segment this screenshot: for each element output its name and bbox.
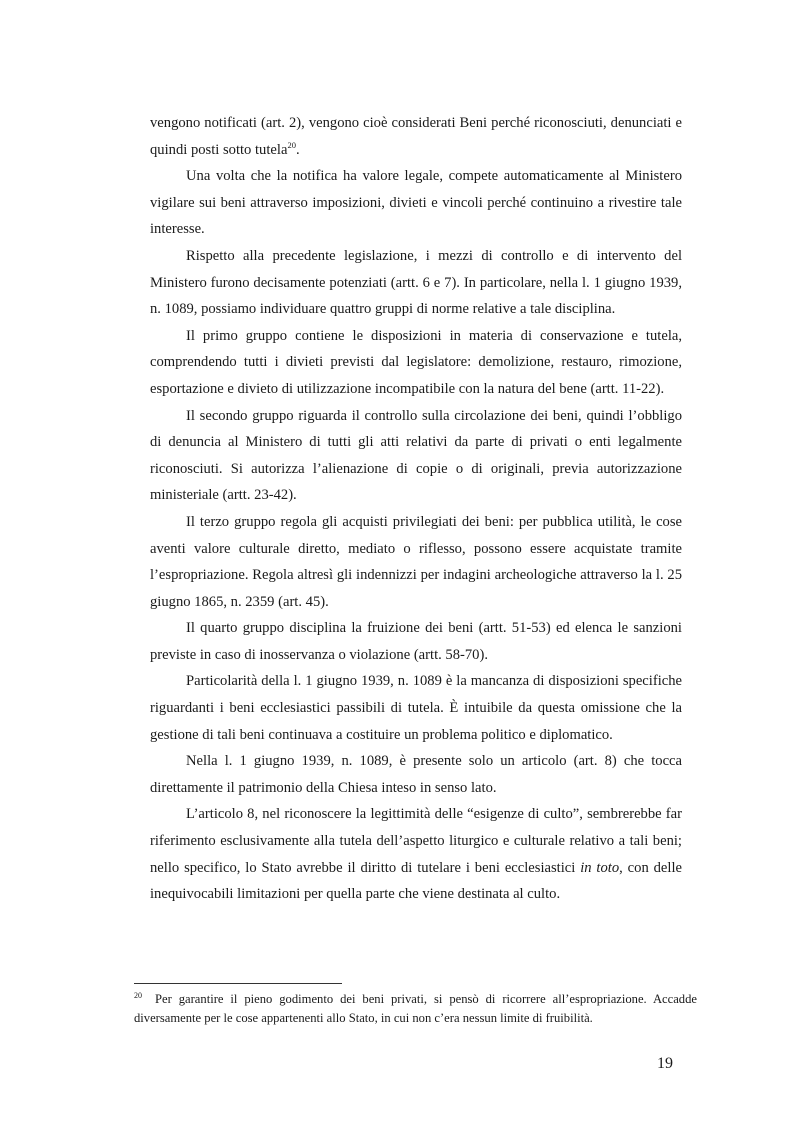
footnote-reference[interactable]: 20 (287, 139, 296, 150)
footnote-text: Per garantire il pieno godimento dei beni privati, si pensò di ricorrere all’espropriazione. Accadde diversamente per le cose appartenenti allo Stato, in cui non c’era nessun limite di fruibilità. (134, 992, 697, 1025)
italic-phrase: in toto (580, 859, 620, 876)
paragraph: Particolarità della l. 1 giugno 1939, n. 1089 è la mancanza di disposizioni specifiche riguardanti i beni ecclesiastici passibili di tutela. È intuibile da questa omissione che la gestione di tali beni continuava a costituire un problema politico e diplomatico. (150, 673, 682, 743)
paragraph: Nella l. 1 giugno 1939, n. 1089, è presente solo un articolo (art. 8) che tocca direttamente il patrimonio della Chiesa inteso in senso lato. (150, 753, 682, 796)
footnote-separator (134, 983, 342, 984)
paragraph (150, 801, 682, 907)
paragraph: Il terzo gruppo regola gli acquisti privilegiati dei beni: per pubblica utilità, le cose aventi valore culturale diretto, mediato o riflesso, possono essere acquistate tramite l’espropriazione. Regola altresì gli indennizzi per indagini archeologiche attraverso la l. 25 giugno 1865, n. 2359 (art. 45). (150, 513, 682, 610)
paragraph-text: . (295, 141, 300, 158)
footnote (134, 990, 697, 1028)
paragraph (150, 110, 682, 163)
page-number: 19 (657, 1055, 673, 1072)
body-text (150, 110, 682, 908)
paragraph: Rispetto alla precedente legislazione, i mezzi di controllo e di intervento del Ministero furono decisamente potenziati (artt. 6 e 7). In particolare, nella l. 1 giugno 1939, n. 1089, possiamo individuare quattro gruppi di norme relative a tale disciplina. (150, 247, 682, 318)
paragraph: Il primo gruppo contiene le disposizioni in materia di conservazione e tutela, comprendendo tutti i divieti previsti dal legislatore: demolizione, restauro, rimozione, esportazione e divieto di utilizzazione incompatibile con la natura del bene (artt. 11-22). (150, 327, 682, 397)
paragraph: Il secondo gruppo riguarda il controllo sulla circolazione dei beni, quindi l’obbligo di denuncia al Ministero di tutti gli atti relativi da parte di privati o enti legalmente riconosciuti. Si autorizza l’alienazione di copie o di originali, previa autorizzazione ministeriale (artt. 23-42). (150, 407, 682, 504)
paragraph: Il quarto gruppo disciplina la fruizione dei beni (artt. 51-53) ed elenca le sanzioni previste in caso di inosservanza o violazione (artt. 58-70). (150, 620, 682, 663)
paragraph-text: vengono notificati (art. 2), vengono cioè considerati Beni perché riconosciuti, denunciati e quindi posti sotto tutela (150, 115, 682, 158)
footnote-number: 20 (134, 990, 142, 1000)
paragraph: Una volta che la notifica ha valore legale, compete automaticamente al Ministero vigilare sui beni attraverso imposizioni, divieti e vincoli perché continuino a rivestire tale interesse. (150, 168, 682, 238)
paragraph-text: , con delle inequivocabili limitazioni per quella parte che viene destinata al culto. (150, 859, 682, 903)
paragraph-text: L’articolo 8, nel riconoscere la legittimità delle “esigenze di culto”, sembrerebbe far riferimento esclusivamente alla tutela dell’aspetto liturgico e culturale relativo a tali beni; nello specifico, lo Stato avrebbe il diritto di tutelare i beni ecclesiastici (150, 806, 682, 876)
